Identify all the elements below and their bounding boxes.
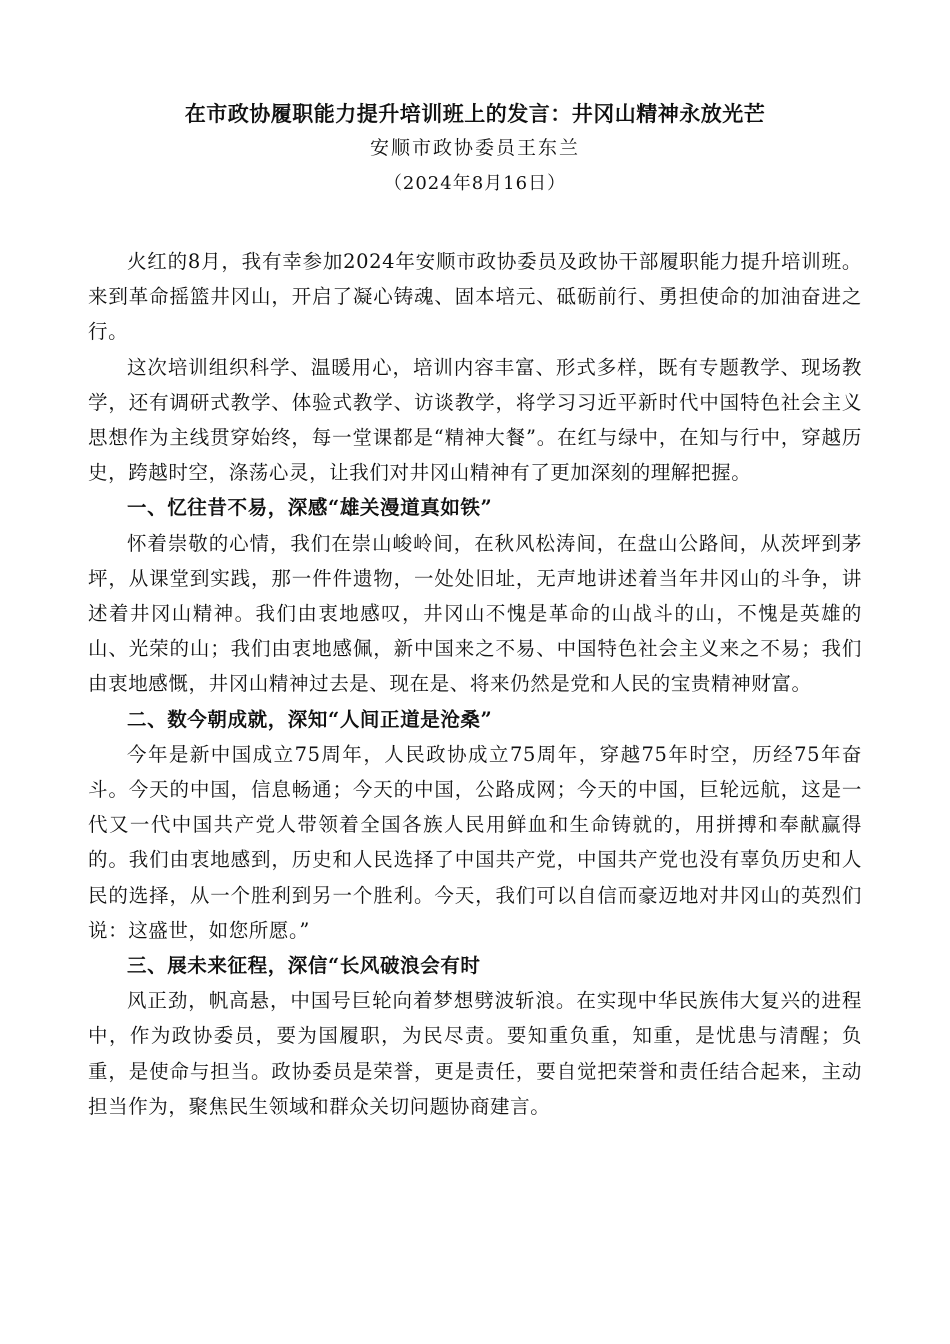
- document-author: 安顺市政协委员王东兰: [369, 137, 580, 159]
- paragraph-section-1: 怀着崇敬的心情，我们在崇山峻岭间，在秋风松涛间，在盘山公路间，从茨坪到茅坪，从课堂到实践，那一件件遗物，一处处旧址，无声地讲述着当年井冈山的斗争，讲述着井冈山精神。我们由衷地感叹，井冈山不愧是革命的山战斗的山，不愧是英雄的山、光荣的山；我们由衷地感佩，新中国来之不易、中国特色社会主义来之不易；我们由衷地感慨，井冈山精神过去是、现在是、将来仍然是党和人民的宝贵精神财富。: [88, 531, 862, 696]
- paragraph-intro: 火红的8月，我有幸参加2024年安顺市政协委员及政协干部履职能力提升培训班。来到革命摇篮井冈山，开启了凝心铸魂、固本培元、砥砺前行、勇担使命的加油奋进之行。: [88, 250, 862, 344]
- section-heading-1: 一、忆往昔不易，深感“雄关漫道真如铁”: [127, 496, 493, 520]
- paragraph-training: 这次培训组织科学、温暖用心，培训内容丰富、形式多样，既有专题教学、现场教学，还有调研式教学、体验式教学、访谈教学，将学习习近平新时代中国特色社会主义思想作为主线贯穿始终，每一堂课都是“精神大餐”。在红与绿中，在知与行中，穿越历史，跨越时空，涤荡心灵，让我们对井冈山精神有了更加深刻的理解把握。: [88, 355, 862, 485]
- paragraph-section-3: 风正劲，帆高悬，中国号巨轮向着梦想劈波斩浪。在实现中华民族伟大复兴的进程中，作为政协委员，要为国履职，为民尽责。要知重负重，知重，是忧患与清醒；负重，是使命与担当。政协委员是荣誉，更是责任，要自觉把荣誉和责任结合起来，主动担当作为，聚焦民生领域和群众关切问题协商建言。: [88, 989, 862, 1118]
- section-heading-3: 三、展未来征程，深信“长风破浪会有时: [127, 954, 481, 978]
- paragraph-section-2: 今年是新中国成立75周年，人民政协成立75周年，穿越75年时空，历经75年奋斗。今天的中国，信息畅通；今天的中国，公路成网；今天的中国，巨轮远航，这是一代又一代中国共产党人带领着全国各族人民用鲜血和生命铸就的，用拼搏和奉献赢得的。我们由衷地感到，历史和人民选择了中国共产党，中国共产党也没有辜负历史和人民的选择，从一个胜利到另一个胜利。今天，我们可以自信而豪迈地对井冈山的英烈们说：这盛世，如您所愿。”: [88, 742, 862, 942]
- document-title: 在市政协履职能力提升培训班上的发言：井冈山精神永放光芒: [184, 101, 766, 126]
- document-date: （2024年8月16日）: [383, 173, 567, 194]
- section-heading-2: 二、数今朝成就，深知“人间正道是沧桑”: [127, 707, 493, 731]
